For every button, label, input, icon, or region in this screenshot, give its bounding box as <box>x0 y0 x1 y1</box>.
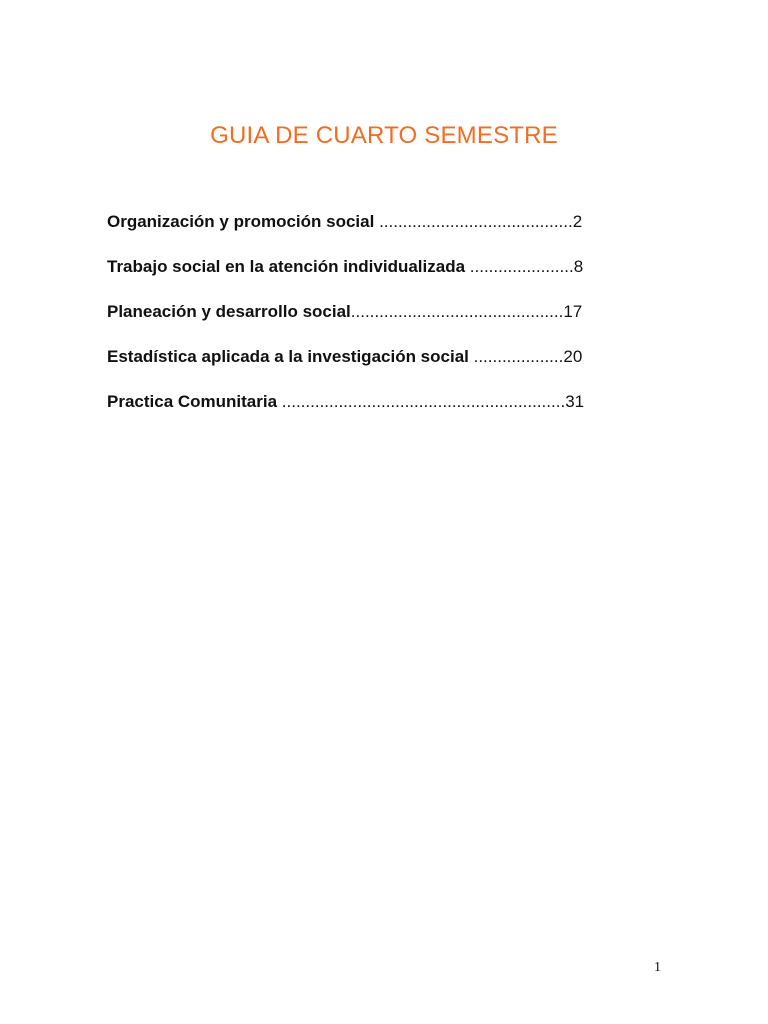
toc-entry-leader: ...................... <box>465 257 574 276</box>
toc-entry-heading: Estadística aplicada a la investigación social <box>107 347 469 366</box>
toc-entry-leader: ............................................................ <box>277 392 566 411</box>
toc-entry-heading: Organización y promoción social <box>107 212 375 231</box>
toc-entry <box>107 253 667 298</box>
toc-entry-page: 17 <box>563 302 583 321</box>
toc-entry-heading: Trabajo social en la atención individualizada <box>107 257 466 276</box>
toc-entry <box>107 388 667 433</box>
toc-entry-leader: ............................................. <box>350 302 564 321</box>
toc-entry-page: 20 <box>563 347 583 366</box>
toc-entry-heading: Practica Comunitaria <box>107 392 278 411</box>
page-title: GUIA DE CUARTO SEMESTRE <box>210 122 558 149</box>
page-number: 1 <box>654 960 661 975</box>
table-of-contents <box>107 208 667 433</box>
toc-entry <box>107 298 667 343</box>
toc-entry-leader: ................... <box>468 347 564 366</box>
toc-entry-page: 8 <box>573 257 584 276</box>
toc-entry-leader: ......................................... <box>374 212 573 231</box>
toc-entry-heading: Planeación y desarrollo social <box>107 302 351 321</box>
toc-entry-page: 31 <box>565 392 585 411</box>
toc-entry-page: 2 <box>572 212 583 231</box>
toc-entry <box>107 208 667 253</box>
toc-entry <box>107 343 667 388</box>
